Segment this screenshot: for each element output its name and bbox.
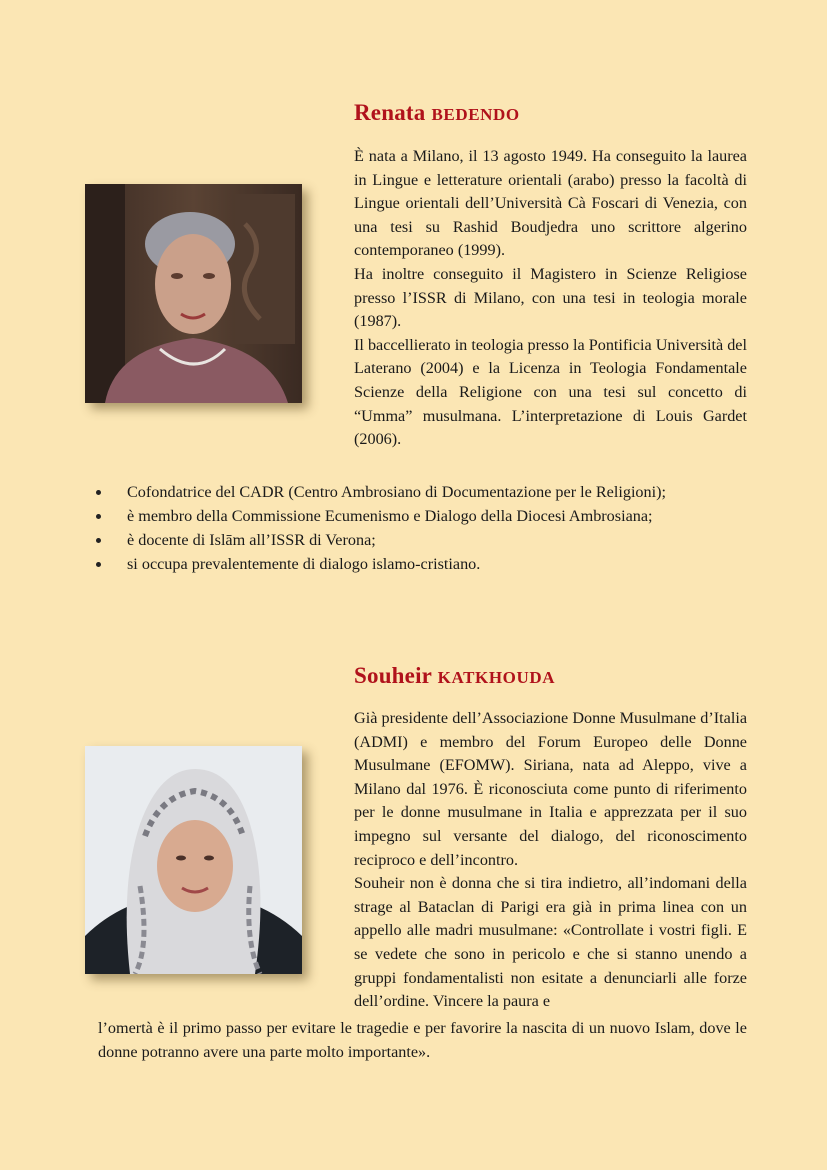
last-name: BEDENDO	[431, 105, 520, 124]
profile-name-bedendo	[354, 100, 520, 126]
list-item: è docente di Islām all’ISSR di Verona;	[92, 528, 772, 552]
list-item: Cofondatrice del CADR (Centro Ambrosiano di Documentazione per le Religioni);	[92, 480, 772, 504]
portrait-photo-katkhouda	[85, 746, 302, 974]
bullet-icon	[96, 538, 101, 543]
list-item: si occupa prevalentemente di dialogo islamo-cristiano.	[92, 552, 772, 576]
bio-paragraph: Già presidente dell’Associazione Donne Musulmane d’Italia (ADMI) e membro del Forum Europeo delle Donne Musulmane (EFOMW). Siriana, nata ad Aleppo, vive a Milano dal 1976. È riconosciuta come punto di riferimento per le donne musulmane in Italia e apprezzata per il suo impegno sul versante del dialogo, del riconoscimento reciproco e dell’incontro.	[354, 709, 747, 869]
portrait-image	[85, 184, 302, 403]
bio-paragraph: Ha inoltre conseguito il Magistero in Scienze Religiose presso l’ISSR di Milano, con una tesi in teologia morale (1987).	[354, 264, 747, 331]
bio-paragraph: È nata a Milano, il 13 agosto 1949. Ha conseguito la laurea in Lingue e letterature orientali (arabo) presso la facoltà di Lingue orientali dell’Università Cà Foscari di Venezia, con una tesi su Rashid Boudjedra uno scrittore algerino contemporaneo (1999).	[354, 147, 747, 260]
portrait-image	[85, 746, 302, 974]
last-name: KATKHOUDA	[437, 668, 556, 687]
bullet-icon	[96, 490, 101, 495]
roles-list	[92, 480, 772, 576]
bullet-icon	[96, 514, 101, 519]
bio-paragraph: Souheir non è donna che si tira indietro, all’indomani della strage al Bataclan di Parigi era già in prima linea con un appello alle madri musulmane: «Controllate i vostri figli. E se vedete che sono in pericolo e che si stanno unendo a gruppi fondamentalisti non esitate a denunciarli alle forze dell’ordine. Vincere la paura e	[354, 874, 747, 1011]
bio-text-katkhouda	[354, 707, 747, 1014]
portrait-photo-bedendo	[85, 184, 302, 403]
profile-name-katkhouda	[354, 663, 555, 689]
first-name: Renata	[354, 100, 426, 125]
bullet-icon	[96, 562, 101, 567]
bio-paragraph: Il baccellierato in teologia presso la Pontificia Università del Laterano (2004) e la Licenza in Teologia Fondamentale Scienze della Religione con una tesi sul concetto di “Umma” musulmana. L’interpretazione di Louis Gardet (2006).	[354, 335, 747, 449]
first-name: Souheir	[354, 663, 432, 688]
list-item: è membro della Commissione Ecumenismo e Dialogo della Diocesi Ambrosiana;	[92, 504, 772, 528]
bio-text-bedendo	[354, 145, 747, 452]
bio-continuation: l’omertà è il primo passo per evitare le tragedie e per favorire la nascita di un nuovo Islam, dove le donne potranno avere una parte molto importante».	[98, 1019, 747, 1061]
